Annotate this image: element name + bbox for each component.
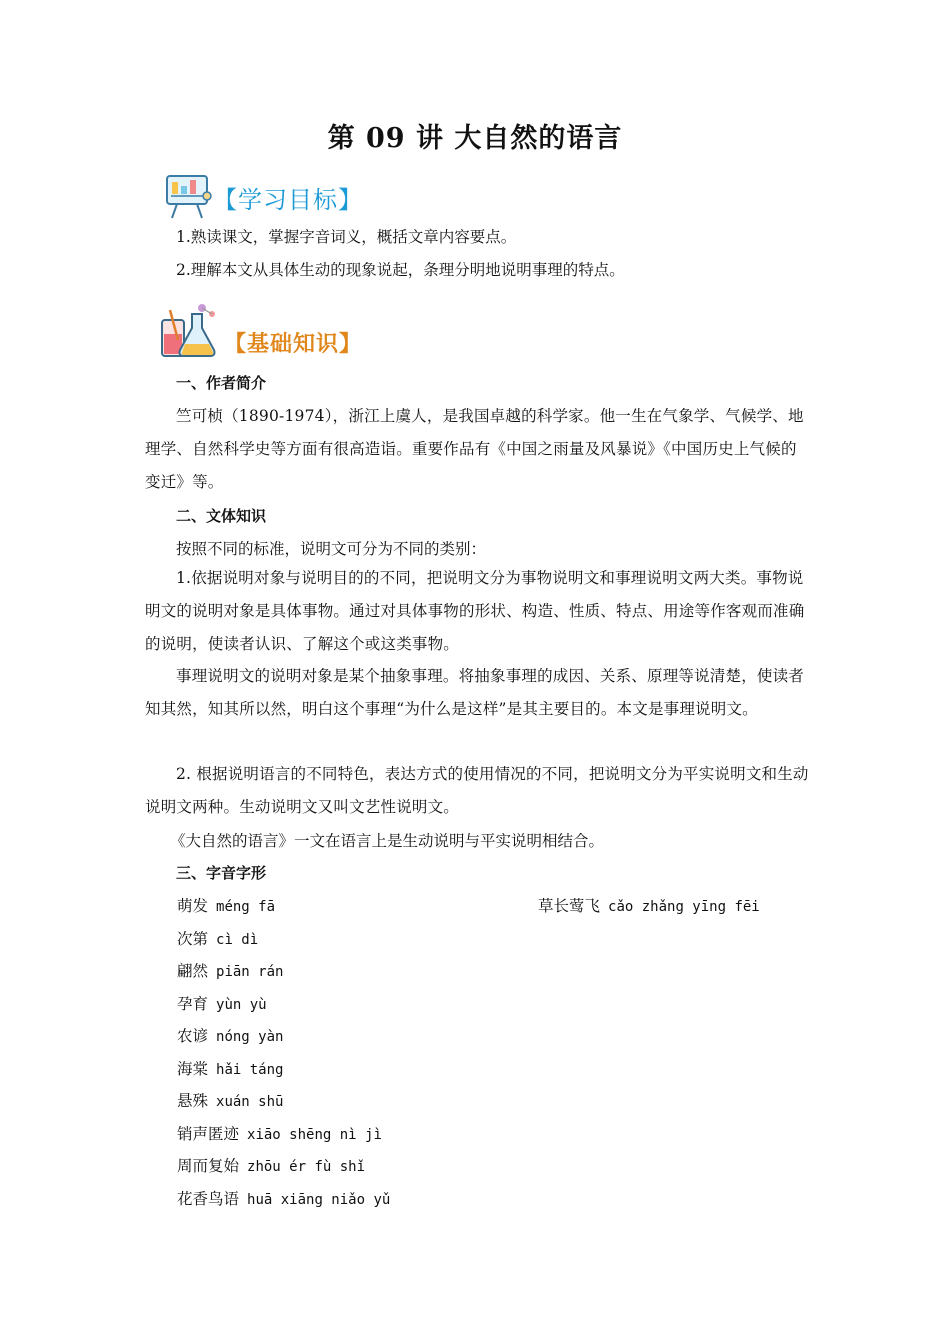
author-paragraph: 竺可桢（1890-1974），浙江上虞人，是我国卓越的科学家。他一生在气象学、气候学、地理学、自然科学史等方面有很高造诣。重要作品有《中国之雨量及风暴说》《中国历史上气候的变迁》等。 bbox=[145, 407, 804, 491]
word-item: 次第 cì dì bbox=[177, 930, 259, 948]
genre-paragraph-1: 1.依据说明对象与说明目的的不同，把说明文分为事物说明文和事理说明文两大类。事物说明文的说明对象是具体事物。通过对具体事物的形状、构造、性质、特点、用途等作客观而准确的说明，使读者认识、了解这个或这类事物。 bbox=[145, 569, 805, 653]
word-item: 草长莺飞 cǎo zhǎng yīng fēi bbox=[538, 897, 760, 915]
word-item: 萌发 méng fā bbox=[177, 897, 276, 915]
word-item: 海棠 hǎi táng bbox=[177, 1060, 284, 1078]
objectives-header bbox=[163, 172, 363, 222]
objective-item: 2.理解本文从具体生动的现象说起，条理分明地说明事理的特点。 bbox=[176, 261, 625, 279]
genre-intro: 按照不同的标准，说明文可分为不同的类别： bbox=[176, 540, 487, 558]
word-item: 悬殊 xuán shū bbox=[177, 1092, 284, 1110]
word-item: 销声匿迹 xiāo shēng nì jì bbox=[177, 1125, 382, 1143]
lab-flask-icon bbox=[158, 300, 220, 360]
basics-label: 【基础知识】 bbox=[224, 331, 363, 357]
genre-paragraph-2: 事理说明文的说明对象是某个抽象事理。将抽象事理的成因、关系、原理等说清楚，使读者知其然，知其所以然，明白这个事理“为什么是这样”是其主要目的。本文是事理说明文。 bbox=[145, 667, 805, 718]
word-item: 农谚 nóng yàn bbox=[177, 1027, 284, 1045]
word-item: 翩然 piān rán bbox=[177, 962, 284, 980]
words-heading: 三、字音字形 bbox=[176, 864, 267, 882]
genre-heading: 二、文体知识 bbox=[176, 507, 267, 525]
objectives-label: 【学习目标】 bbox=[213, 185, 363, 214]
author-heading: 一、作者简介 bbox=[176, 374, 267, 392]
genre-paragraph-3: 2. 根据说明语言的不同特色，表达方式的使用情况的不同，把说明文分为平实说明文和生动说明文两种。生动说明文又叫文艺性说明文。 bbox=[145, 765, 809, 816]
word-item: 花香鸟语 huā xiāng niǎo yǔ bbox=[177, 1190, 391, 1208]
basics-header bbox=[158, 300, 362, 360]
presentation-board-icon bbox=[163, 172, 213, 222]
genre-paragraph-4: 《大自然的语言》一文在语言上是生动说明与平实说明相结合。 bbox=[170, 832, 605, 850]
objective-item: 1.熟读课文，掌握字音词义，概括文章内容要点。 bbox=[176, 228, 517, 246]
word-item: 孕育 yùn yù bbox=[177, 995, 267, 1013]
word-item: 周而复始 zhōu ér fù shǐ bbox=[177, 1157, 366, 1175]
page-title: 第 09 讲 大自然的语言 bbox=[327, 123, 623, 154]
